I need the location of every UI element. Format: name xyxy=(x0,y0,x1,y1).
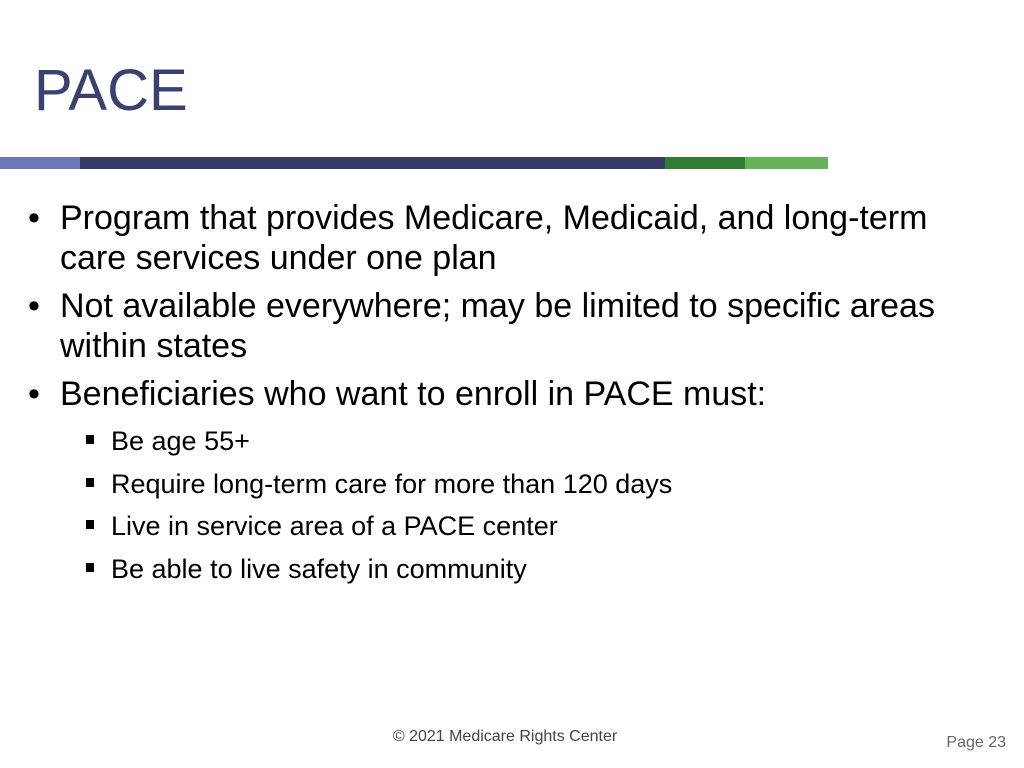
bullet-text: Program that provides Medicare, Medicaid, and long-term care services under one plan xyxy=(60,199,928,277)
copyright-footer: © 2021 Medicare Rights Center xyxy=(392,728,618,745)
sub-bullet-item xyxy=(24,552,944,586)
page-number: Page 23 xyxy=(946,734,1006,751)
sub-bullet-text: Be able to live safety in community xyxy=(111,553,527,584)
slide-title: PACE xyxy=(34,58,188,123)
sub-bullet-item xyxy=(24,467,944,501)
bullet-text: Beneficiaries who want to enroll in PACE must: xyxy=(60,375,767,413)
rule-segment-light-blue xyxy=(0,157,80,169)
sub-bullet-list xyxy=(24,424,944,586)
sub-bullet-item xyxy=(24,509,944,543)
sub-bullet-item xyxy=(24,424,944,458)
title-divider-rule xyxy=(0,157,828,169)
bullet-list xyxy=(24,198,944,594)
rule-segment-light-green xyxy=(745,157,828,169)
bullet-item xyxy=(24,374,944,586)
sub-bullet-text: Live in service area of a PACE center xyxy=(111,511,558,541)
sub-bullet-text: Be age 55+ xyxy=(111,426,250,456)
bullet-item xyxy=(24,198,944,278)
sub-bullet-text: Require long-term care for more than 120 days xyxy=(111,468,673,499)
bullet-text: Not available everywhere; may be limited to specific areas within states xyxy=(60,287,935,365)
rule-segment-dark-green xyxy=(665,157,745,169)
rule-segment-navy xyxy=(80,157,665,169)
bullet-item xyxy=(24,286,944,366)
